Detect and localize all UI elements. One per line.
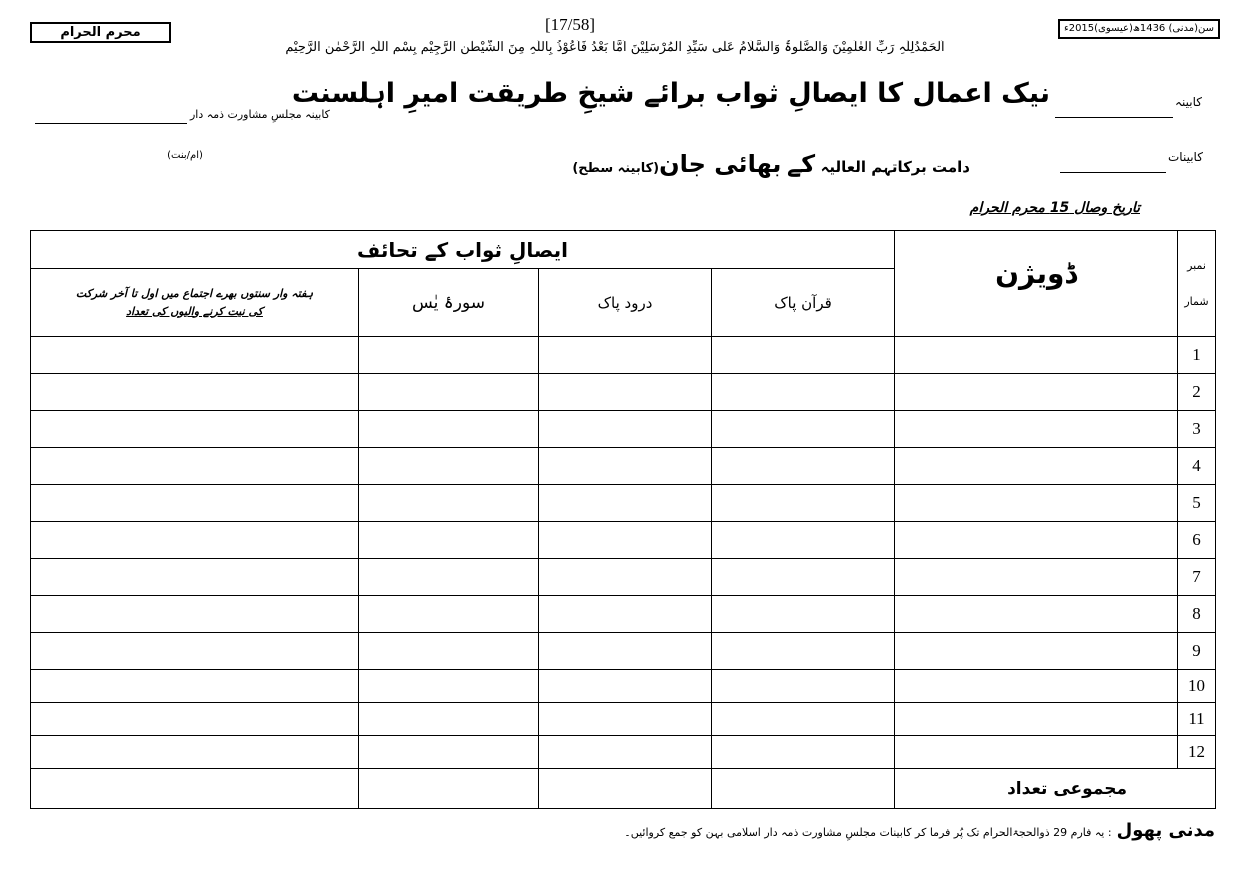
table-row [31, 633, 1216, 670]
cell-durood[interactable] [539, 374, 712, 411]
cell-attendance[interactable] [31, 522, 359, 559]
cell-division[interactable] [895, 559, 1178, 596]
cell-division[interactable] [895, 670, 1178, 703]
table-row [31, 596, 1216, 633]
cell-quran[interactable] [712, 337, 895, 374]
row-number: 7 [1178, 559, 1216, 596]
month-box: محرم الحرام [30, 22, 171, 43]
cell-attendance[interactable] [31, 703, 359, 736]
subtitle-part1: دامت برکاتہم العالیہ [820, 158, 970, 176]
row-number: 8 [1178, 596, 1216, 633]
cell-durood[interactable] [539, 559, 712, 596]
footer-note [590, 820, 1215, 841]
cell-quran[interactable] [712, 559, 895, 596]
kabinaat-field[interactable] [1060, 172, 1166, 173]
cell-durood[interactable] [539, 485, 712, 522]
table-row [31, 736, 1216, 769]
cell-division[interactable] [895, 596, 1178, 633]
serial-header [1178, 231, 1216, 337]
row-number: 6 [1178, 522, 1216, 559]
total-attendance[interactable] [31, 769, 359, 809]
serial-header-line1: نمبر [1187, 258, 1206, 272]
cell-durood[interactable] [539, 411, 712, 448]
main-table [30, 230, 1216, 809]
total-label: مجموعی تعداد [895, 769, 1216, 809]
subtitle-part2: بھائی جان [659, 150, 782, 178]
table-row [31, 485, 1216, 522]
attendance-line1: ہفتہ وار سنتوں بھرے اجتماع میں اول تا آخر شرکت [75, 286, 314, 300]
cell-division[interactable] [895, 411, 1178, 448]
cell-attendance[interactable] [31, 374, 359, 411]
cell-division[interactable] [895, 374, 1178, 411]
table-row [31, 448, 1216, 485]
col-header-surah-yaseen: سورۂ یٰس [359, 269, 539, 337]
total-row [31, 769, 1216, 809]
cell-durood[interactable] [539, 670, 712, 703]
cell-quran[interactable] [712, 633, 895, 670]
kabina-label: کابینہ [1175, 95, 1202, 109]
invocation-line: اَلْحَمْدُلِلّٰہِ رَبِّ الْعٰلَمِیْنَ وَالصَّلٰوۃُ وَالسَّلَامُ عَلٰی سَیِّدِ الْمُرْسَلِیْنَ اَمَّا بَعْدُ فَاَعُوْذُ بِاللّٰہِ مِنَ الشَّیْطٰنِ الرَّجِیْمِ بِسْمِ اللّٰہِ الرَّحْمٰنِ الرَّحِیْمِ [285, 40, 945, 55]
subtitle-part3: (کابینہ سطح) [572, 161, 660, 176]
cell-attendance[interactable] [31, 448, 359, 485]
cell-durood[interactable] [539, 703, 712, 736]
row-number: 9 [1178, 633, 1216, 670]
cell-quran[interactable] [712, 703, 895, 736]
row-number: 10 [1178, 670, 1216, 703]
table-row [31, 670, 1216, 703]
row-number: 4 [1178, 448, 1216, 485]
group-header: ایصالِ ثواب کے تحائف [31, 231, 895, 269]
total-durood[interactable] [539, 769, 712, 809]
cell-surah-yaseen[interactable] [359, 374, 539, 411]
cell-attendance[interactable] [31, 485, 359, 522]
cell-attendance[interactable] [31, 411, 359, 448]
subtitle [470, 150, 970, 178]
table-row [31, 559, 1216, 596]
cell-surah-yaseen[interactable] [359, 337, 539, 374]
cell-attendance[interactable] [31, 559, 359, 596]
cell-attendance[interactable] [31, 337, 359, 374]
subtitle-ke: کے [787, 150, 816, 178]
row-number: 5 [1178, 485, 1216, 522]
cell-surah-yaseen[interactable] [359, 485, 539, 522]
cell-division[interactable] [895, 703, 1178, 736]
cell-durood[interactable] [539, 448, 712, 485]
cell-durood[interactable] [539, 337, 712, 374]
kabina-field[interactable] [1055, 117, 1173, 118]
cell-surah-yaseen[interactable] [359, 670, 539, 703]
page-title: نیک اعمال کا ایصالِ ثواب برائے شیخِ طریقت امیرِ اہلسنت [291, 78, 1050, 109]
cell-surah-yaseen[interactable] [359, 559, 539, 596]
cell-division[interactable] [895, 522, 1178, 559]
cell-surah-yaseen[interactable] [359, 411, 539, 448]
cell-durood[interactable] [539, 736, 712, 769]
cell-division[interactable] [895, 448, 1178, 485]
cell-quran[interactable] [712, 485, 895, 522]
cell-division[interactable] [895, 485, 1178, 522]
year-box: سن(مدنی) 1436ھ(عیسوی)2015ء [1058, 19, 1220, 39]
attendance-line2: کی نیت کرنے والیوں کی تعداد [126, 304, 263, 318]
total-surah-yaseen[interactable] [359, 769, 539, 809]
cell-quran[interactable] [712, 448, 895, 485]
cell-surah-yaseen[interactable] [359, 703, 539, 736]
cell-durood[interactable] [539, 633, 712, 670]
cell-quran[interactable] [712, 736, 895, 769]
total-quran[interactable] [712, 769, 895, 809]
cell-quran[interactable] [712, 411, 895, 448]
cell-attendance[interactable] [31, 736, 359, 769]
cell-quran[interactable] [712, 596, 895, 633]
cell-quran[interactable] [712, 522, 895, 559]
responsible-sub: (ام/بنت) [167, 150, 203, 161]
serial-header-line2: شمار [1184, 294, 1209, 308]
col-header-attendance [31, 269, 359, 337]
cell-quran[interactable] [712, 670, 895, 703]
table-row [31, 703, 1216, 736]
footer-text: : یہ فارم 29 ذوالحجۃالحرام تک پُر فرما کر کابینات مجلسِ مشاورت ذمہ دار اسلامی بہن کو جمع کروائیں۔ [624, 826, 1112, 839]
cell-attendance[interactable] [31, 633, 359, 670]
date-text: تاریخ وصال 15 محرم الحرام [969, 200, 1140, 216]
cell-surah-yaseen[interactable] [359, 633, 539, 670]
cell-surah-yaseen[interactable] [359, 448, 539, 485]
table-row [31, 522, 1216, 559]
cell-attendance[interactable] [31, 596, 359, 633]
cell-division[interactable] [895, 736, 1178, 769]
cell-surah-yaseen[interactable] [359, 522, 539, 559]
row-number: 1 [1178, 337, 1216, 374]
cell-durood[interactable] [539, 522, 712, 559]
kabinaat-label: کابینات [1168, 150, 1203, 164]
date-label [900, 200, 1140, 216]
table-row [31, 411, 1216, 448]
row-number: 11 [1178, 703, 1216, 736]
row-number: 2 [1178, 374, 1216, 411]
responsible-field[interactable] [35, 123, 187, 124]
row-number: 12 [1178, 736, 1216, 769]
cell-division[interactable] [895, 633, 1178, 670]
responsible-label: کابینہ مجلسِ مشاورت ذمہ دار [190, 108, 330, 121]
cell-attendance[interactable] [31, 670, 359, 703]
cell-surah-yaseen[interactable] [359, 736, 539, 769]
cell-durood[interactable] [539, 596, 712, 633]
footer-label: مدنی پھول [1116, 820, 1215, 841]
col-header-durood: درود پاک [539, 269, 712, 337]
col-header-quran: قرآن پاک [712, 269, 895, 337]
row-number: 3 [1178, 411, 1216, 448]
cell-surah-yaseen[interactable] [359, 596, 539, 633]
page-number: [17/58] [544, 15, 596, 34]
division-header: ڈویژن [895, 231, 1178, 337]
table-row [31, 374, 1216, 411]
cell-quran[interactable] [712, 374, 895, 411]
table-row [31, 337, 1216, 374]
cell-division[interactable] [895, 337, 1178, 374]
